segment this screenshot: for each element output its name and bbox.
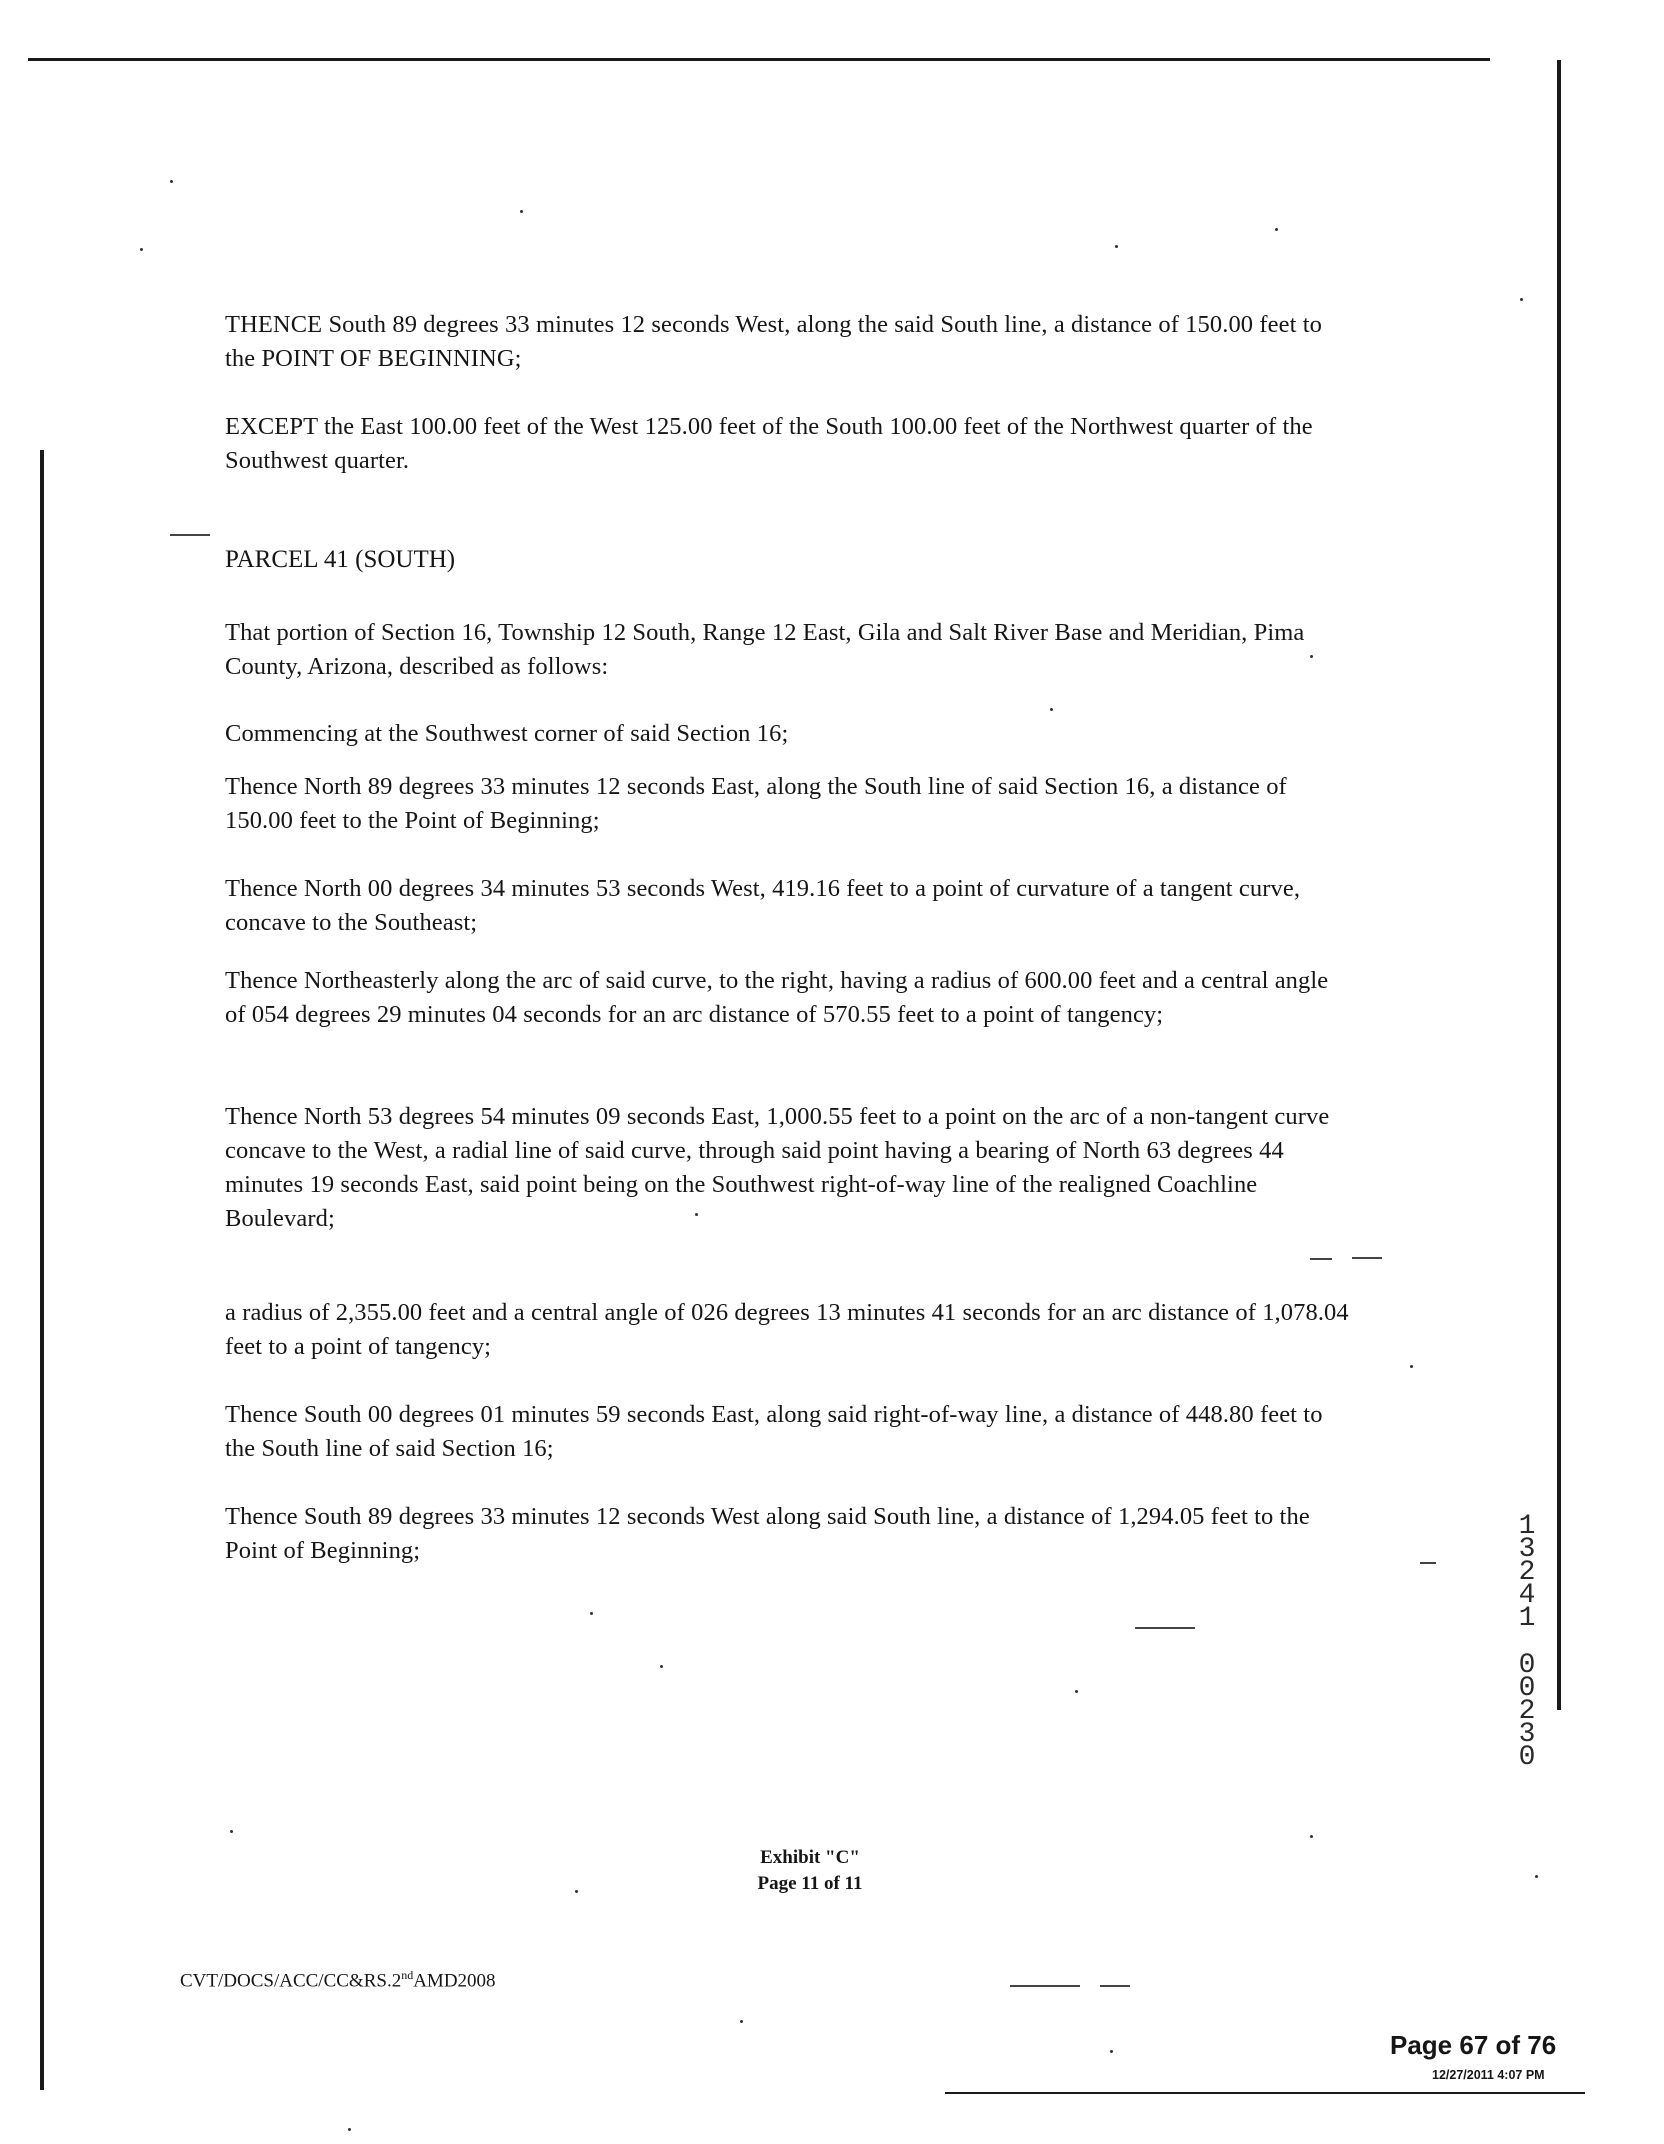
scan-dash <box>1352 1257 1382 1259</box>
paragraph-thence-north-east: Thence North 89 degrees 33 minutes 12 seconds East, along the South line of said Section 16, a distance of 150.00 feet to the Point of Beginning; <box>225 773 1287 834</box>
scan-speck <box>590 1612 593 1615</box>
exhibit-label: Exhibit "C" <box>760 1847 860 1868</box>
parcel-heading: PARCEL 41 (SOUTH) <box>225 546 456 573</box>
scan-speck <box>1075 1690 1078 1693</box>
paragraph-radius-2355: a radius of 2,355.00 feet and a central angle of 026 degrees 13 minutes 41 seconds for an arc distance of 1,078.04 feet to a point of tangency; <box>225 1299 1349 1360</box>
document-path: CVT/DOCS/ACC/CC&RS.2ndAMD2008 <box>180 1968 496 1992</box>
recording-stamp-number: 1 3 2 4 1 0 0 2 3 0 <box>1518 1511 1536 1773</box>
top-border-rule <box>28 58 1490 61</box>
scan-speck <box>230 1830 233 1833</box>
scan-speck <box>1110 2050 1113 2053</box>
scan-speck <box>740 2020 743 2023</box>
paragraph-commencing: Commencing at the Southwest corner of said Section 16; <box>225 720 789 747</box>
exhibit-page-number: Page 11 of 11 <box>757 1873 863 1894</box>
scan-dash <box>1010 1985 1080 1987</box>
left-border-rule <box>40 450 44 2090</box>
scan-speck <box>170 180 173 183</box>
scan-dash <box>170 534 210 536</box>
scan-speck <box>1310 1835 1313 1838</box>
scan-speck <box>140 248 143 251</box>
scan-speck <box>695 1213 698 1216</box>
page-count: Page 67 of 76 <box>1390 2030 1557 2060</box>
paragraph-portion-description: That portion of Section 16, Township 12 South, Range 12 East, Gila and Salt River Base and Meridian, Pima County, Arizona, described as follows: <box>225 619 1305 680</box>
print-timestamp: 12/27/2011 4:07 PM <box>1432 2068 1545 2082</box>
paragraph-thence-south-00: Thence South 00 degrees 01 minutes 59 seconds East, along said right-of-way line, a distance of 448.80 feet to the South line of said Section 16; <box>225 1401 1323 1462</box>
paragraph-thence-north-west: Thence North 00 degrees 34 minutes 53 seconds West, 419.16 feet to a point of curvature of a tangent curve, concave to the Southeast; <box>225 875 1301 936</box>
scan-speck <box>1535 1875 1538 1878</box>
scan-dash <box>1135 1627 1195 1629</box>
scan-speck <box>1310 655 1313 658</box>
scan-speck <box>520 210 523 213</box>
right-border-rule <box>1557 60 1561 1710</box>
bottom-border-rule <box>945 2092 1585 2094</box>
scan-dash <box>1420 1562 1436 1564</box>
scan-speck <box>660 1665 663 1668</box>
scan-speck <box>1050 708 1053 711</box>
scan-dash <box>1100 1985 1130 1987</box>
paragraph-thence-south-west: THENCE South 89 degrees 33 minutes 12 seconds West, along the said South line, a distance of 150.00 feet to the POINT OF BEGINNING; <box>225 311 1322 372</box>
scan-speck <box>1275 228 1278 231</box>
scan-dash <box>1310 1258 1332 1260</box>
paragraph-except: EXCEPT the East 100.00 feet of the West 125.00 feet of the South 100.00 feet of the Northwest quarter of the Southwest quarter. <box>225 413 1313 474</box>
scan-speck <box>348 2128 351 2131</box>
scan-speck <box>1115 245 1118 248</box>
paragraph-north-53-degrees: Thence North 53 degrees 54 minutes 09 seconds East, 1,000.55 feet to a point on the arc of a non-tangent curve concave to the West, a radial line of said curve, through said point having a bearing of North 63 degrees 44 minutes 19 seconds East, said point being on the Southwest right-of-way line of the realigned Coachline Boulevard; <box>225 1103 1330 1232</box>
scan-speck <box>575 1890 578 1893</box>
scan-speck <box>1410 1365 1413 1368</box>
paragraph-northeasterly-arc: Thence Northeasterly along the arc of said curve, to the right, having a radius of 600.00 feet and a central angle of 054 degrees 29 minutes 04 seconds for an arc distance of 570.55 feet to a point of tangency; <box>225 967 1329 1028</box>
scan-speck <box>1520 298 1523 301</box>
paragraph-thence-south-89: Thence South 89 degrees 33 minutes 12 seconds West along said South line, a distance of 1,294.05 feet to the Point of Beginning; <box>225 1503 1310 1564</box>
